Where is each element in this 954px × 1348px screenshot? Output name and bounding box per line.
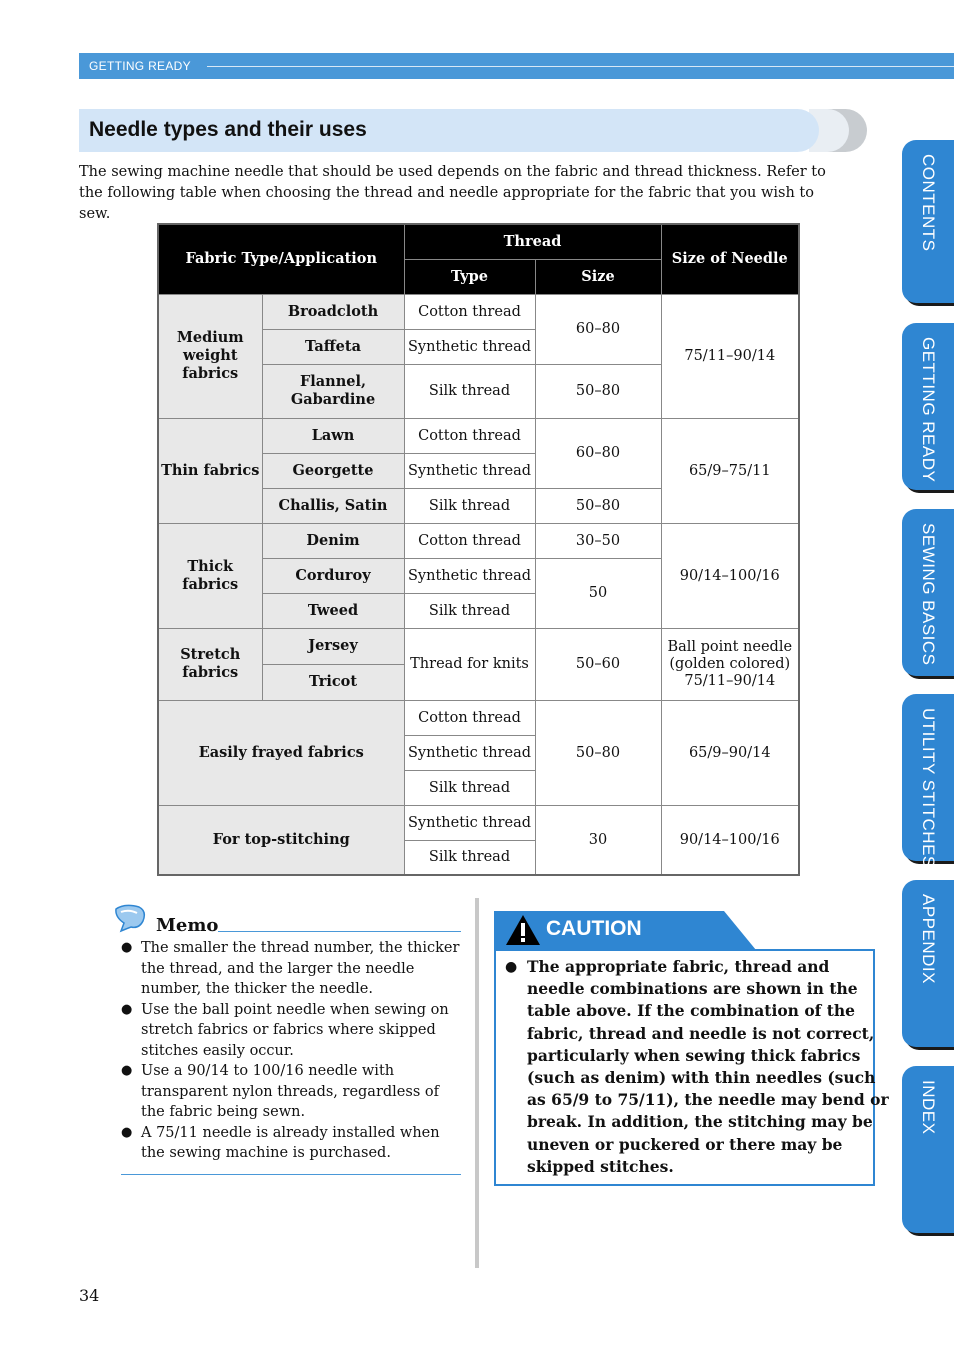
thread-type-cell: Cotton thread	[404, 418, 535, 453]
category-thin: Thin fabrics	[158, 418, 262, 523]
thread-size-cell: 50–80	[535, 700, 661, 805]
thread-size-cell: 60–80	[535, 294, 661, 364]
fabric-cell: Corduroy	[262, 558, 404, 593]
thread-type-cell: Synthetic thread	[404, 558, 535, 593]
fabric-cell: Broadcloth	[262, 294, 404, 329]
memo-icon	[113, 903, 149, 933]
thread-type-cell: Silk thread	[404, 364, 535, 418]
header-needle: Size of Needle	[661, 224, 799, 294]
caution-title: CAUTION	[546, 917, 642, 940]
thread-type-cell: Cotton thread	[404, 700, 535, 735]
needle-table	[157, 223, 800, 876]
thread-type-cell: Silk thread	[404, 770, 535, 805]
category-topstitch: For top-stitching	[158, 805, 404, 875]
fabric-cell: Taffeta	[262, 329, 404, 364]
tab-utility-stitches[interactable]	[902, 694, 954, 868]
caution-body	[506, 956, 889, 1178]
tab-label: SEWING BASICS	[919, 523, 938, 666]
thread-type-cell: Synthetic thread	[404, 805, 535, 840]
needle-size-cell: 90/14–100/16	[661, 805, 799, 875]
tab-label: GETTING READY	[919, 337, 938, 483]
thread-type-cell: Cotton thread	[404, 294, 535, 329]
header-fabric: Fabric Type/Application	[158, 224, 404, 294]
section-title: Needle types and their uses	[89, 118, 367, 141]
fabric-cell: Denim	[262, 523, 404, 558]
thread-size-cell: 50	[535, 558, 661, 628]
memo-rule	[218, 931, 461, 932]
memo-bottom-rule	[121, 1174, 461, 1175]
fabric-cell: Tricot	[262, 664, 404, 700]
thread-type-cell: Cotton thread	[404, 523, 535, 558]
thread-type-cell: Silk thread	[404, 488, 535, 523]
fabric-cell: Flannel, Gabardine	[262, 364, 404, 418]
fabric-cell: Jersey	[262, 628, 404, 664]
tab-label: APPENDIX	[919, 894, 938, 984]
tab-getting-ready[interactable]	[902, 323, 954, 490]
warning-icon	[505, 914, 541, 946]
thread-type-cell: Synthetic thread	[404, 735, 535, 770]
caution-text: The appropriate fabric, thread and needle combinations are shown in the table above. If the combination of the fabric, thread and needle is not correct, particularly when sewing thick fabrics (such as denim) with thin needles (such as 65/9 to 75/11), the needle may bend or break. In addition, the stitching may be uneven or puckered or there may be skipped stitches.	[527, 957, 889, 1176]
needle-size-cell: Ball point needle (golden colored) 75/11–90/14	[661, 628, 799, 700]
needle-size-cell: 75/11–90/14	[661, 294, 799, 418]
thread-size-cell: 30–50	[535, 523, 661, 558]
fabric-cell: Lawn	[262, 418, 404, 453]
tab-index[interactable]	[902, 1066, 954, 1233]
header-type: Type	[404, 259, 535, 294]
memo-item: ● Use the ball point needle when sewing on stretch fabrics or fabrics where skipped stitches easily occur.	[121, 1000, 461, 1062]
bullet-icon: ●	[505, 959, 518, 975]
thread-size-cell: 50–60	[535, 628, 661, 700]
tab-label: INDEX	[919, 1080, 938, 1135]
thread-type-cell: Synthetic thread	[404, 453, 535, 488]
tab-sewing-basics[interactable]	[902, 509, 954, 676]
thread-type-cell: Thread for knits	[404, 628, 535, 700]
tab-label: UTILITY STITCHES	[919, 708, 938, 868]
running-header-rule	[207, 66, 954, 67]
memo-item: ● Use a 90/14 to 100/16 needle with transparent nylon threads, regardless of the fabric being sewn.	[121, 1061, 461, 1123]
needle-size-cell: 65/9–90/14	[661, 700, 799, 805]
memo-item: ● A 75/11 needle is already installed when the sewing machine is purchased.	[121, 1123, 461, 1164]
thread-type-cell: Silk thread	[404, 840, 535, 875]
fabric-cell: Georgette	[262, 453, 404, 488]
tab-contents[interactable]	[902, 140, 954, 303]
thread-size-cell: 50–80	[535, 364, 661, 418]
needle-size-cell: 65/9–75/11	[661, 418, 799, 523]
category-thick: Thick fabrics	[158, 523, 262, 628]
fabric-cell: Tweed	[262, 593, 404, 628]
running-header-label: GETTING READY	[89, 59, 191, 73]
category-stretch: Stretch fabrics	[158, 628, 262, 700]
memo-title: Memo	[156, 915, 219, 936]
thread-size-cell: 60–80	[535, 418, 661, 488]
header-size: Size	[535, 259, 661, 294]
header-thread: Thread	[404, 224, 661, 259]
thread-type-cell: Silk thread	[404, 593, 535, 628]
tab-appendix[interactable]	[902, 880, 954, 1047]
category-frayed: Easily frayed fabrics	[158, 700, 404, 805]
tab-label: CONTENTS	[919, 154, 938, 252]
category-medium: Medium weight fabrics	[158, 294, 262, 418]
thread-size-cell: 30	[535, 805, 661, 875]
memo-item: ● The smaller the thread number, the thicker the thread, and the larger the needle number, the thicker the needle.	[121, 938, 461, 1000]
needle-size-cell: 90/14–100/16	[661, 523, 799, 628]
fabric-cell: Challis, Satin	[262, 488, 404, 523]
thread-type-cell: Synthetic thread	[404, 329, 535, 364]
column-divider	[475, 898, 479, 1268]
memo-list	[121, 938, 461, 1164]
intro-paragraph: The sewing machine needle that should be used depends on the fabric and thread thickness. Refer to the following table when choosing the thread and needle appropriate for the fabric that you wish to sew.	[79, 164, 826, 222]
thread-size-cell: 50–80	[535, 488, 661, 523]
running-header	[79, 53, 954, 79]
page-number: 34	[79, 1286, 100, 1305]
